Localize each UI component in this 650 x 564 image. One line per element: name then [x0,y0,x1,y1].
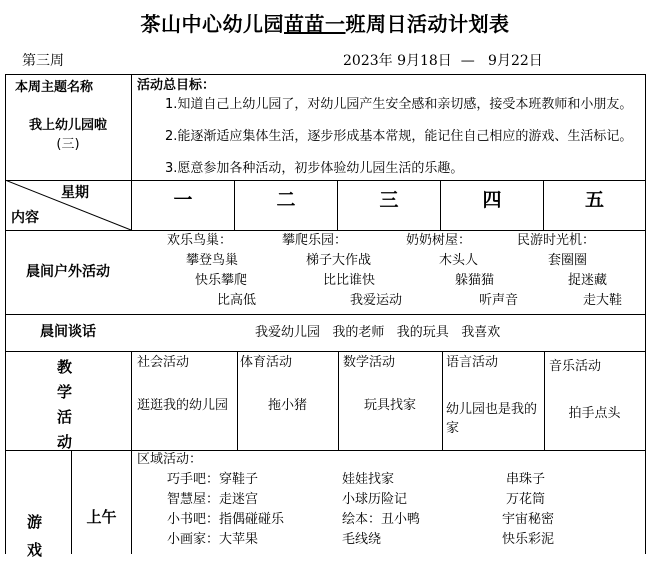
outdoor-item: 快乐攀爬 [195,273,248,288]
talk-content: 我爱幼儿园 我的老师 我的玩具 我喜欢 [255,325,501,340]
outdoor-item: 梯子大作战 [306,253,372,268]
rule [5,314,646,315]
rule [5,450,646,451]
day-fri: 五 [584,189,604,211]
activity-type: 体育活动 [240,355,293,370]
theme-label: 本周主题名称 [15,80,94,95]
activity-content: 逛逛我的幼儿园 [137,398,229,413]
game-period: 上午 [86,508,117,526]
weekday-label: 星期 [61,185,89,201]
outdoor-item: 木头人 [439,253,479,268]
activity-type: 数学活动 [343,355,396,370]
outdoor-item: 攀登鸟巢 [186,253,239,268]
area-item: 毛线绕 [342,532,382,547]
outdoor-item: 攀爬乐园： [282,233,348,248]
activity-content: 玩具找家 [363,398,416,413]
teaching-label-char: 学 [57,383,73,401]
area-item: 小画家：大苹果 [167,532,259,547]
theme-name: 我上幼儿园啦 [28,118,107,133]
talk-label: 晨间谈话 [40,324,96,340]
teaching-label-char: 教 [57,358,73,376]
outdoor-item: 奶奶树屋： [406,233,472,248]
theme-part: (三) [56,137,80,152]
plan-table [5,74,646,559]
activity-type: 音乐活动 [549,359,602,374]
teaching-label-char: 活 [57,408,73,426]
area-item: 宇宙秘密 [502,512,555,527]
area-item: 小书吧：指偶碰碰乐 [167,512,285,527]
page-title [0,8,650,37]
area-heading: 区域活动： [137,452,203,467]
goal-item: 3.愿意参加各种活动，初步体验幼儿园生活的乐趣。 [165,161,464,176]
teaching-label [57,355,72,455]
day-thu: 四 [482,189,502,211]
week-label: 第三周 [22,53,64,69]
goal-item: 1.知道自己上幼儿园了，对幼儿园产生安全感和亲切感，接受本班教师和小朋友。 [165,97,633,112]
teaching-label-char: 动 [57,433,73,451]
area-item: 万花筒 [506,492,546,507]
day-tue: 二 [276,189,296,211]
outdoor-item: 捉迷藏 [568,273,608,288]
goal-item: 2.能逐渐适应集体生活，逐步形成基本常规，能记住自己相应的游戏、生活标记。 [165,129,633,144]
date-range: 2023年 9月18日 — 9月22日 [343,53,543,69]
rule [442,351,443,450]
rule [544,351,545,450]
rule [131,351,132,554]
outdoor-item: 套圈圈 [548,253,588,268]
rule [645,74,646,554]
area-item: 绘本：丑小鸭 [342,512,421,527]
area-item: 智慧屋：走迷宫 [167,492,259,507]
outdoor-item: 躲猫猫 [455,273,495,288]
content-label: 内容 [11,210,39,226]
activity-type: 语言活动 [446,355,499,370]
outdoor-item: 欢乐鸟巢： [167,233,233,248]
outdoor-item: 我爱运动 [350,293,403,308]
activity-content: 拍手点头 [568,406,621,421]
class-name: 苗苗一 [284,12,346,36]
outdoor-item: 走大鞋 [583,293,623,308]
rule [5,351,646,352]
outdoor-item: 比高低 [217,293,257,308]
area-item: 小球历险记 [342,492,408,507]
area-item: 快乐彩泥 [502,532,555,547]
day-mon: 一 [173,189,193,211]
outdoor-item: 比比谁快 [323,273,376,288]
title-prefix: 茶山中心幼儿园 [140,12,284,36]
activity-type: 社会活动 [137,355,190,370]
goals-heading: 活动总目标： [137,78,216,93]
game-label-char: 戏 [27,541,43,559]
rule [5,74,646,75]
rule [71,450,72,554]
activity-content: 幼儿园也是我的家 [446,402,538,436]
outdoor-label: 晨间户外活动 [26,264,110,280]
game-label-char: 游 [27,513,43,531]
day-wed: 三 [379,189,399,211]
area-item: 串珠子 [506,472,546,487]
activity-content: 拖小猪 [267,398,307,413]
game-label [27,508,42,564]
area-item: 巧手吧：穿鞋子 [167,472,259,487]
area-item: 娃娃找家 [342,472,395,487]
outdoor-item: 民游时光机： [517,233,596,248]
title-suffix: 班周日活动计划表 [345,12,510,36]
outdoor-item: 听声音 [479,293,519,308]
